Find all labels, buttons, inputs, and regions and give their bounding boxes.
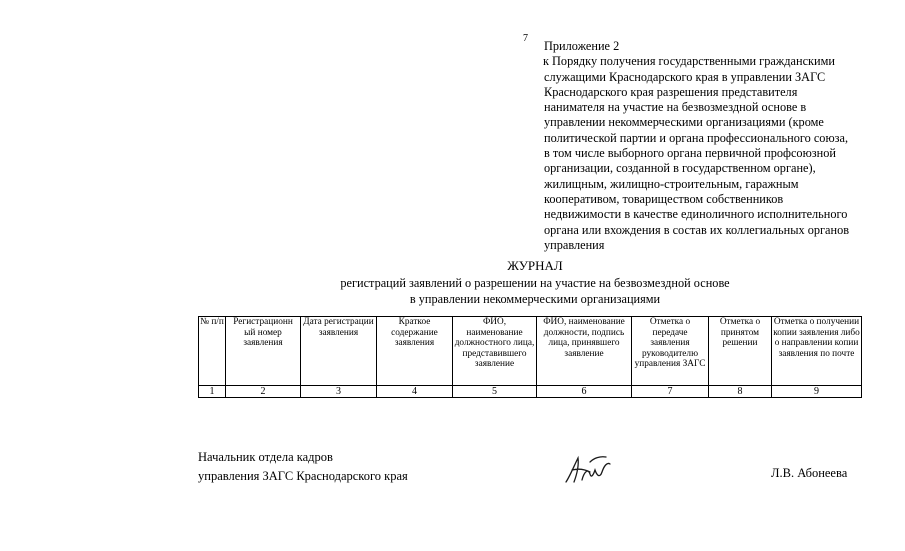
appendix-line: организации, созданной в государственном органе), (544, 161, 816, 176)
table-header-row (199, 317, 862, 386)
journal-title-block (300, 258, 770, 307)
signatory-name: Л.В. Абонеева (771, 466, 848, 480)
page-number: 7 (523, 33, 528, 44)
journal-subtitle-line-1: регистраций заявлений о разрешении на участие на безвозмездной основе (340, 276, 730, 290)
appendix-line: нанимателя на участие на безвозмездной основе в (544, 100, 807, 115)
column-header: ФИО, наименование должности, подпись лица, принявшего заявление (537, 317, 632, 386)
column-header: Краткое содержание заявления (377, 317, 453, 386)
column-header: Дата регистрации заявления (301, 317, 377, 386)
appendix-line: в том числе выборного органа первичной профсоюзной (544, 146, 836, 161)
column-header: Отметка о принятом решении (709, 317, 772, 386)
journal-table (198, 316, 862, 398)
handwritten-signature (560, 448, 620, 488)
appendix-line: Краснодарского края разрешения представителя (544, 84, 798, 99)
column-number: 6 (537, 386, 632, 398)
column-header: Отметка о получении копии заявления либо о направлении копии заявления по почте (772, 317, 862, 386)
column-number-row (199, 386, 862, 398)
appendix-line: управления (544, 237, 605, 252)
appendix-line: кооперативом, товариществом собственников (544, 191, 784, 206)
appendix-line: жилищным, жилищно-строительным, гаражным (544, 176, 799, 191)
column-number: 3 (301, 386, 377, 398)
journal-title: ЖУРНАЛ (507, 258, 563, 273)
appendix-block (544, 39, 884, 253)
signatory-position (198, 448, 408, 486)
appendix-line: к Порядку получения государственными гражданскими (543, 54, 835, 69)
position-line-1: Начальник отдела кадров (198, 450, 333, 464)
appendix-line: недвижимости в качестве единоличного исполнительного (544, 207, 848, 222)
column-number: 4 (377, 386, 453, 398)
column-header: ФИО, наименование должностного лица, представившего заявление (453, 317, 537, 386)
appendix-line: органа или вхождения в состав их коллегиальных органов (544, 222, 850, 237)
column-header: № п/п (199, 317, 226, 386)
position-line-2: управления ЗАГС Краснодарского края (198, 469, 408, 483)
column-number: 5 (453, 386, 537, 398)
column-number: 8 (709, 386, 772, 398)
appendix-line: политической партии и органа профессионального союза, (544, 130, 849, 145)
column-number: 7 (632, 386, 709, 398)
column-number: 2 (226, 386, 301, 398)
column-header: Отметка о передаче заявления руководителю управления ЗАГС (632, 317, 709, 386)
column-number: 9 (772, 386, 862, 398)
journal-subtitle-line-2: в управлении некоммерческими организациями (409, 292, 661, 306)
appendix-line: управлении некоммерческими организациями (кроме (544, 115, 824, 130)
appendix-line: служащими Краснодарского края в управлении ЗАГС (544, 69, 826, 84)
column-number: 1 (199, 386, 226, 398)
appendix-heading: Приложение 2 (544, 39, 620, 53)
column-header: Регистрационн ый номер заявления (226, 317, 301, 386)
